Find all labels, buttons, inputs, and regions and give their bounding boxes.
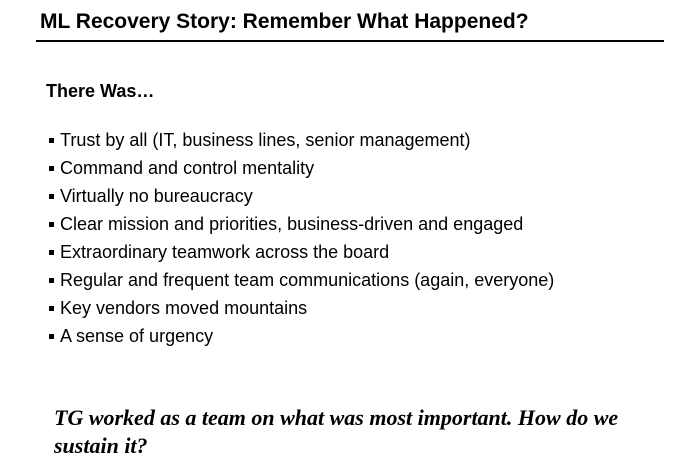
square-bullet-icon <box>49 278 54 283</box>
bullet-text: Extraordinary teamwork across the board <box>60 242 390 262</box>
square-bullet-icon <box>49 138 54 143</box>
closing-statement: TG worked as a team on what was most important. How do we sustain it? <box>54 405 619 458</box>
section-heading: There Was… <box>46 81 155 101</box>
bullet-item <box>48 182 554 210</box>
bullet-list <box>48 126 554 350</box>
bullet-text: A sense of urgency <box>60 326 214 346</box>
square-bullet-icon <box>49 166 54 171</box>
bullet-item <box>48 238 554 266</box>
title-underline-rule <box>36 40 664 42</box>
slide-title: ML Recovery Story: Remember What Happened? <box>40 10 529 33</box>
bullet-text: Virtually no bureaucracy <box>60 186 253 206</box>
square-bullet-icon <box>49 194 54 199</box>
bullet-item <box>48 294 554 322</box>
bullet-text: Trust by all (IT, business lines, senior management) <box>60 130 471 150</box>
bullet-item <box>48 322 554 350</box>
bullet-text: Clear mission and priorities, business-driven and engaged <box>60 214 524 234</box>
bullet-item <box>48 126 554 154</box>
square-bullet-icon <box>49 222 54 227</box>
square-bullet-icon <box>49 306 54 311</box>
bullet-item <box>48 266 554 294</box>
bullet-item <box>48 210 554 238</box>
square-bullet-icon <box>49 334 54 339</box>
bullet-text: Key vendors moved mountains <box>60 298 308 318</box>
bullet-text: Command and control mentality <box>60 158 315 178</box>
square-bullet-icon <box>49 250 54 255</box>
bullet-text: Regular and frequent team communications (again, everyone) <box>60 270 555 290</box>
bullet-item <box>48 154 554 182</box>
